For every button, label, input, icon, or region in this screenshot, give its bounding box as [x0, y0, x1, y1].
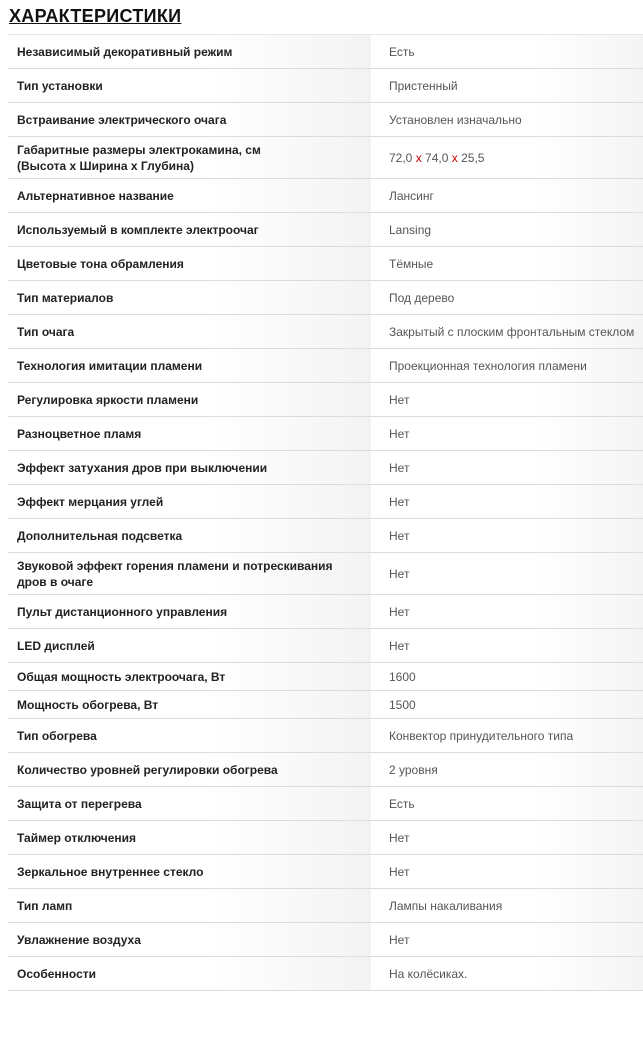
- spec-value: Нет: [371, 485, 643, 519]
- spec-value: 1500: [371, 691, 643, 719]
- dimension-separator: x: [415, 150, 422, 165]
- spec-row-extra-lighting: [8, 519, 643, 553]
- spec-value: Конвектор принудительного типа: [371, 719, 643, 753]
- spec-row-fade-effect: [8, 451, 643, 485]
- spec-row-material-type: [8, 281, 643, 315]
- spec-label-line1: Звуковой эффект горения пламени и потрескивания: [17, 558, 333, 573]
- spec-label: Цветовые тона обрамления: [8, 247, 371, 281]
- spec-label: Особенности: [8, 957, 371, 991]
- spec-value: Тёмные: [371, 247, 643, 281]
- spec-label: Общая мощность электроочага, Вт: [8, 663, 371, 691]
- spec-label: Независимый декоративный режим: [8, 35, 371, 69]
- spec-value: 2 уровня: [371, 753, 643, 787]
- spec-label-line2: дров в очаге: [17, 574, 94, 589]
- spec-row-heating-type: [8, 719, 643, 753]
- spec-value: Пристенный: [371, 69, 643, 103]
- spec-row-installation-type: [8, 69, 643, 103]
- characteristics-table: [8, 34, 643, 991]
- spec-row-shutoff-timer: [8, 821, 643, 855]
- spec-label: Зеркальное внутреннее стекло: [8, 855, 371, 889]
- spec-value-dimensions: [371, 137, 643, 179]
- spec-value: Нет: [371, 855, 643, 889]
- spec-label-line1: Габаритные размеры электрокамина, см: [17, 142, 261, 157]
- spec-label: Технология имитации пламени: [8, 349, 371, 383]
- spec-value: Нет: [371, 821, 643, 855]
- spec-row-overheat-protection: [8, 787, 643, 821]
- spec-label: Увлажнение воздуха: [8, 923, 371, 957]
- spec-label: Количество уровней регулировки обогрева: [8, 753, 371, 787]
- spec-value: Лампы накаливания: [371, 889, 643, 923]
- spec-label: Тип установки: [8, 69, 371, 103]
- spec-label: Альтернативное название: [8, 179, 371, 213]
- spec-value: Нет: [371, 519, 643, 553]
- spec-value: На колёсиках.: [371, 957, 643, 991]
- spec-label: Пульт дистанционного управления: [8, 595, 371, 629]
- spec-value: Под дерево: [371, 281, 643, 315]
- spec-label: Мощность обогрева, Вт: [8, 691, 371, 719]
- spec-value: Нет: [371, 451, 643, 485]
- spec-row-mirror-glass: [8, 855, 643, 889]
- spec-row-decorative-mode: [8, 35, 643, 69]
- spec-value: Есть: [371, 35, 643, 69]
- spec-row-multicolor-flame: [8, 417, 643, 451]
- spec-label: Тип очага: [8, 315, 371, 349]
- spec-row-heating-power: [8, 691, 643, 719]
- spec-row-frame-color: [8, 247, 643, 281]
- spec-value: 1600: [371, 663, 643, 691]
- spec-row-humidification: [8, 923, 643, 957]
- spec-row-features: [8, 957, 643, 991]
- spec-value: Нет: [371, 417, 643, 451]
- spec-value: Лансинг: [371, 179, 643, 213]
- spec-label: Тип обогрева: [8, 719, 371, 753]
- spec-value: Нет: [371, 383, 643, 417]
- spec-value: Установлен изначально: [371, 103, 643, 137]
- spec-row-hearth-embedding: [8, 103, 643, 137]
- spec-label: Тип ламп: [8, 889, 371, 923]
- spec-row-total-power: [8, 663, 643, 691]
- spec-label: Тип материалов: [8, 281, 371, 315]
- spec-row-dimensions: [8, 137, 643, 179]
- dimension-depth: 25,5: [461, 150, 485, 165]
- spec-label: Используемый в комплекте электроочаг: [8, 213, 371, 247]
- spec-label: LED дисплей: [8, 629, 371, 663]
- spec-value: Нет: [371, 923, 643, 957]
- spec-row-alt-name: [8, 179, 643, 213]
- dimension-width: 74,0: [425, 150, 449, 165]
- spec-label: Защита от перегрева: [8, 787, 371, 821]
- spec-row-lamp-type: [8, 889, 643, 923]
- spec-label: Таймер отключения: [8, 821, 371, 855]
- spec-row-flame-brightness: [8, 383, 643, 417]
- spec-row-hearth-model: [8, 213, 643, 247]
- spec-row-led-display: [8, 629, 643, 663]
- dimension-separator: x: [451, 150, 458, 165]
- spec-row-ember-flicker: [8, 485, 643, 519]
- dimension-height: 72,0: [389, 150, 413, 165]
- spec-label-line2: (Высота х Ширина х Глубина): [17, 158, 194, 173]
- spec-label: Эффект затухания дров при выключении: [8, 451, 371, 485]
- spec-row-sound-effect: [8, 553, 643, 595]
- spec-value: Проекционная технология пламени: [371, 349, 643, 383]
- spec-label: Регулировка яркости пламени: [8, 383, 371, 417]
- spec-label: Дополнительная подсветка: [8, 519, 371, 553]
- spec-label: Эффект мерцания углей: [8, 485, 371, 519]
- spec-value: Lansing: [371, 213, 643, 247]
- page-title: ХАРАКТЕРИСТИКИ: [9, 6, 182, 26]
- spec-row-hearth-type: [8, 315, 643, 349]
- spec-label: [8, 137, 371, 179]
- spec-label: [8, 553, 371, 595]
- spec-row-flame-technology: [8, 349, 643, 383]
- spec-row-remote-control: [8, 595, 643, 629]
- spec-value: Нет: [371, 553, 643, 595]
- spec-value: Нет: [371, 595, 643, 629]
- spec-row-heating-levels: [8, 753, 643, 787]
- spec-label: Встраивание электрического очага: [8, 103, 371, 137]
- spec-label: Разноцветное пламя: [8, 417, 371, 451]
- spec-value: Нет: [371, 629, 643, 663]
- spec-value: Закрытый с плоским фронтальным стеклом: [371, 315, 643, 349]
- spec-value: Есть: [371, 787, 643, 821]
